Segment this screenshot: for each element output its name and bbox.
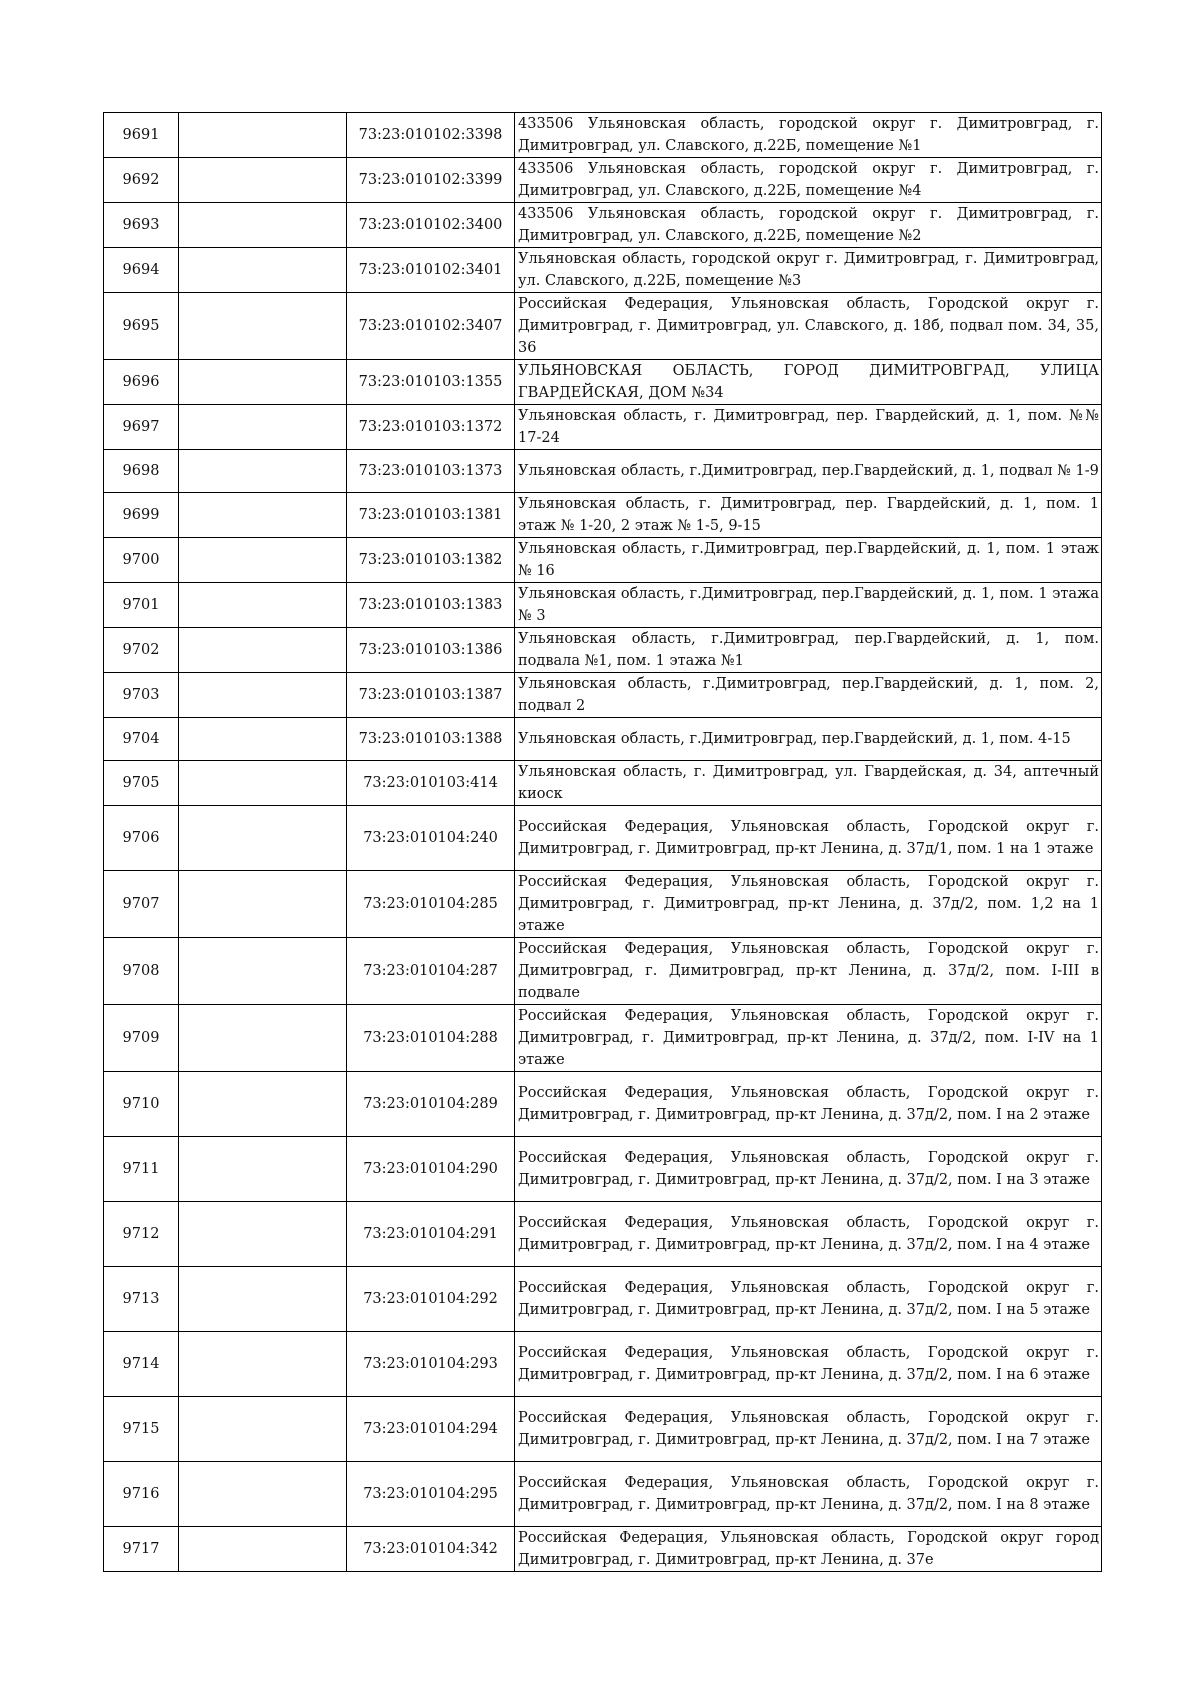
- address-cell: Российская Федерация, Ульяновская область, Городской округ г. Димитровград, г. Димитровград, пр-кт Ленина, д. 37д/2, пом. I на 8 этаже: [515, 1462, 1102, 1527]
- empty-cell: [179, 248, 347, 293]
- empty-cell: [179, 293, 347, 360]
- address-cell: Российская Федерация, Ульяновская область, Городской округ г. Димитровград, г. Димитровград, ул. Славского, д. 18б, подвал пом. 34, 35, 36: [515, 293, 1102, 360]
- empty-cell: [179, 806, 347, 871]
- row-number: 9702: [104, 628, 179, 673]
- cadastral-number: 73:23:010103:1373: [347, 450, 515, 493]
- empty-cell: [179, 203, 347, 248]
- row-number: 9691: [104, 113, 179, 158]
- row-number: 9692: [104, 158, 179, 203]
- cadastral-number: 73:23:010102:3399: [347, 158, 515, 203]
- cadastral-number: 73:23:010103:414: [347, 761, 515, 806]
- cadastral-number: 73:23:010104:293: [347, 1332, 515, 1397]
- address-cell: Российская Федерация, Ульяновская область, Городской округ г. Димитровград, г. Димитровград, пр-кт Ленина, д. 37д/2, пом. I на 5 этаже: [515, 1267, 1102, 1332]
- table-row: [104, 538, 1102, 583]
- cadastral-number: 73:23:010104:288: [347, 1005, 515, 1072]
- empty-cell: [179, 405, 347, 450]
- cadastral-number: 73:23:010102:3401: [347, 248, 515, 293]
- row-number: 9708: [104, 938, 179, 1005]
- empty-cell: [179, 1462, 347, 1527]
- address-cell: Ульяновская область, г.Димитровград, пер.Гвардейский, д. 1, пом. подвала №1, пом. 1 этажа №1: [515, 628, 1102, 673]
- table-row: [104, 1267, 1102, 1332]
- row-number: 9704: [104, 718, 179, 761]
- table-row: [104, 1462, 1102, 1527]
- empty-cell: [179, 1267, 347, 1332]
- cadastral-number: 73:23:010102:3400: [347, 203, 515, 248]
- empty-cell: [179, 718, 347, 761]
- property-registry-table: [103, 112, 1102, 1572]
- row-number: 9716: [104, 1462, 179, 1527]
- empty-cell: [179, 1202, 347, 1267]
- row-number: 9711: [104, 1137, 179, 1202]
- cadastral-number: 73:23:010104:285: [347, 871, 515, 938]
- empty-cell: [179, 493, 347, 538]
- row-number: 9701: [104, 583, 179, 628]
- table-row: [104, 673, 1102, 718]
- empty-cell: [179, 1005, 347, 1072]
- cadastral-number: 73:23:010104:290: [347, 1137, 515, 1202]
- empty-cell: [179, 1527, 347, 1572]
- address-cell: Ульяновская область, г.Димитровград, пер.Гвардейский, д. 1, пом. 2, подвал 2: [515, 673, 1102, 718]
- address-cell: Российская Федерация, Ульяновская область, Городской округ г. Димитровград, г. Димитровград, пр-кт Ленина, д. 37д/2, пом. I на 6 этаже: [515, 1332, 1102, 1397]
- cadastral-number: 73:23:010103:1387: [347, 673, 515, 718]
- empty-cell: [179, 1137, 347, 1202]
- table-row: [104, 1527, 1102, 1572]
- table-row: [104, 583, 1102, 628]
- table-row: [104, 360, 1102, 405]
- address-cell: Ульяновская область, г.Димитровград, пер.Гвардейский, д. 1, пом. 1 этажа № 3: [515, 583, 1102, 628]
- row-number: 9698: [104, 450, 179, 493]
- table-row: [104, 761, 1102, 806]
- empty-cell: [179, 113, 347, 158]
- empty-cell: [179, 360, 347, 405]
- cadastral-number: 73:23:010104:291: [347, 1202, 515, 1267]
- row-number: 9697: [104, 405, 179, 450]
- row-number: 9696: [104, 360, 179, 405]
- table-row: [104, 1137, 1102, 1202]
- registry-page: [103, 112, 1101, 1572]
- address-cell: Российская Федерация, Ульяновская область, Городской округ г. Димитровград, г. Димитровград, пр-кт Ленина, д. 37д/2, пом. I-III в подвале: [515, 938, 1102, 1005]
- address-cell: Российская Федерация, Ульяновская область, Городской округ город Димитровград, г. Димитровград, пр-кт Ленина, д. 37е: [515, 1527, 1102, 1572]
- row-number: 9706: [104, 806, 179, 871]
- cadastral-number: 73:23:010103:1372: [347, 405, 515, 450]
- table-row: [104, 293, 1102, 360]
- cadastral-number: 73:23:010104:295: [347, 1462, 515, 1527]
- cadastral-number: 73:23:010104:342: [347, 1527, 515, 1572]
- address-cell: Российская Федерация, Ульяновская область, Городской округ г. Димитровград, г. Димитровград, пр-кт Ленина, д. 37д/2, пом. 1,2 на 1 этаже: [515, 871, 1102, 938]
- empty-cell: [179, 1072, 347, 1137]
- address-cell: УЛЬЯНОВСКАЯ ОБЛАСТЬ, ГОРОД ДИМИТРОВГРАД, УЛИЦА ГВАРДЕЙСКАЯ, ДОМ №34: [515, 360, 1102, 405]
- address-cell: Ульяновская область, городской округ г. Димитровград, г. Димитровград, ул. Славского, д.22Б, помещение №3: [515, 248, 1102, 293]
- address-cell: Ульяновская область, г. Димитровград, пер. Гвардейский, д. 1, пом. №№ 17-24: [515, 405, 1102, 450]
- row-number: 9703: [104, 673, 179, 718]
- row-number: 9707: [104, 871, 179, 938]
- empty-cell: [179, 450, 347, 493]
- table-row: [104, 493, 1102, 538]
- table-row: [104, 938, 1102, 1005]
- table-row: [104, 718, 1102, 761]
- table-row: [104, 450, 1102, 493]
- address-cell: Ульяновская область, г. Димитровград, пер. Гвардейский, д. 1, пом. 1 этаж № 1-20, 2 этаж № 1-5, 9-15: [515, 493, 1102, 538]
- address-cell: Российская Федерация, Ульяновская область, Городской округ г. Димитровград, г. Димитровград, пр-кт Ленина, д. 37д/1, пом. 1 на 1 этаже: [515, 806, 1102, 871]
- empty-cell: [179, 538, 347, 583]
- table-row: [104, 1397, 1102, 1462]
- cadastral-number: 73:23:010104:240: [347, 806, 515, 871]
- address-cell: Российская Федерация, Ульяновская область, Городской округ г. Димитровград, г. Димитровград, пр-кт Ленина, д. 37д/2, пом. I на 2 этаже: [515, 1072, 1102, 1137]
- empty-cell: [179, 673, 347, 718]
- cadastral-number: 73:23:010103:1386: [347, 628, 515, 673]
- row-number: 9717: [104, 1527, 179, 1572]
- table-row: [104, 628, 1102, 673]
- row-number: 9694: [104, 248, 179, 293]
- table-row: [104, 203, 1102, 248]
- address-cell: Ульяновская область, г.Димитровград, пер.Гвардейский, д. 1, подвал № 1-9: [515, 450, 1102, 493]
- table-row: [104, 158, 1102, 203]
- table-row: [104, 806, 1102, 871]
- table-row: [104, 871, 1102, 938]
- address-cell: Российская Федерация, Ульяновская область, Городской округ г. Димитровград, г. Димитровград, пр-кт Ленина, д. 37д/2, пом. I на 7 этаже: [515, 1397, 1102, 1462]
- empty-cell: [179, 761, 347, 806]
- address-cell: 433506 Ульяновская область, городской округ г. Димитровград, г. Димитровград, ул. Славского, д.22Б, помещение №1: [515, 113, 1102, 158]
- row-number: 9713: [104, 1267, 179, 1332]
- address-cell: 433506 Ульяновская область, городской округ г. Димитровград, г. Димитровград, ул. Славского, д.22Б, помещение №2: [515, 203, 1102, 248]
- cadastral-number: 73:23:010104:294: [347, 1397, 515, 1462]
- cadastral-number: 73:23:010104:287: [347, 938, 515, 1005]
- table-row: [104, 113, 1102, 158]
- cadastral-number: 73:23:010103:1383: [347, 583, 515, 628]
- table-row: [104, 1072, 1102, 1137]
- cadastral-number: 73:23:010104:292: [347, 1267, 515, 1332]
- cadastral-number: 73:23:010103:1381: [347, 493, 515, 538]
- row-number: 9693: [104, 203, 179, 248]
- empty-cell: [179, 1332, 347, 1397]
- table-row: [104, 1202, 1102, 1267]
- cadastral-number: 73:23:010102:3398: [347, 113, 515, 158]
- row-number: 9715: [104, 1397, 179, 1462]
- table-row: [104, 405, 1102, 450]
- cadastral-number: 73:23:010104:289: [347, 1072, 515, 1137]
- address-cell: Российская Федерация, Ульяновская область, Городской округ г. Димитровград, г. Димитровград, пр-кт Ленина, д. 37д/2, пом. I на 3 этаже: [515, 1137, 1102, 1202]
- empty-cell: [179, 628, 347, 673]
- row-number: 9710: [104, 1072, 179, 1137]
- empty-cell: [179, 1397, 347, 1462]
- empty-cell: [179, 938, 347, 1005]
- row-number: 9695: [104, 293, 179, 360]
- address-cell: Ульяновская область, г.Димитровград, пер.Гвардейский, д. 1, пом. 1 этаж № 16: [515, 538, 1102, 583]
- table-row: [104, 248, 1102, 293]
- row-number: 9714: [104, 1332, 179, 1397]
- address-cell: Ульяновская область, г.Димитровград, пер.Гвардейский, д. 1, пом. 4-15: [515, 718, 1102, 761]
- cadastral-number: 73:23:010102:3407: [347, 293, 515, 360]
- empty-cell: [179, 871, 347, 938]
- row-number: 9699: [104, 493, 179, 538]
- empty-cell: [179, 583, 347, 628]
- cadastral-number: 73:23:010103:1382: [347, 538, 515, 583]
- row-number: 9712: [104, 1202, 179, 1267]
- address-cell: Ульяновская область, г. Димитровград, ул. Гвардейская, д. 34, аптечный киоск: [515, 761, 1102, 806]
- cadastral-number: 73:23:010103:1388: [347, 718, 515, 761]
- row-number: 9700: [104, 538, 179, 583]
- address-cell: 433506 Ульяновская область, городской округ г. Димитровград, г. Димитровград, ул. Славского, д.22Б, помещение №4: [515, 158, 1102, 203]
- cadastral-number: 73:23:010103:1355: [347, 360, 515, 405]
- table-row: [104, 1332, 1102, 1397]
- table-row: [104, 1005, 1102, 1072]
- row-number: 9705: [104, 761, 179, 806]
- empty-cell: [179, 158, 347, 203]
- row-number: 9709: [104, 1005, 179, 1072]
- address-cell: Российская Федерация, Ульяновская область, Городской округ г. Димитровград, г. Димитровград, пр-кт Ленина, д. 37д/2, пом. I-IV на 1 этаже: [515, 1005, 1102, 1072]
- address-cell: Российская Федерация, Ульяновская область, Городской округ г. Димитровград, г. Димитровград, пр-кт Ленина, д. 37д/2, пом. I на 4 этаже: [515, 1202, 1102, 1267]
